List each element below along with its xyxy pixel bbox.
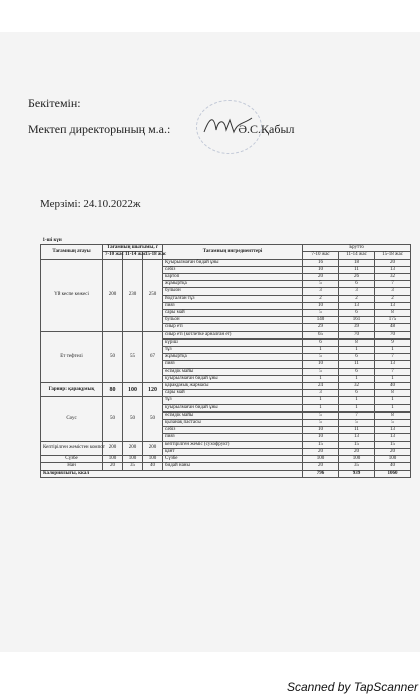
ingredient-weight: 24 xyxy=(303,383,339,390)
ingredient-weight: 6 xyxy=(339,310,375,317)
scanner-watermark: Scanned by TapScanner xyxy=(287,680,418,694)
director-name: Ә.С.Қабыл xyxy=(238,122,295,136)
ingredient-weight: 5 xyxy=(303,420,339,427)
ingredient-weight: 15 xyxy=(375,441,411,448)
dish-portion: 200 xyxy=(103,259,123,331)
ingredient-weight: 3 xyxy=(303,288,339,295)
dish-portion: 67 xyxy=(143,331,163,382)
ingredient-weight: 7 xyxy=(375,368,411,375)
ingredient-weight: 20 xyxy=(303,463,339,470)
dish-portion: 230 xyxy=(123,259,143,331)
ingredient-name: тұз xyxy=(163,347,303,354)
ingredient-row xyxy=(41,383,411,390)
ingredient-weight: 8 xyxy=(375,412,411,419)
ingredient-weight: 11 xyxy=(339,427,375,434)
ingredient-name: пияз xyxy=(163,302,303,309)
ingredient-name: күріш xyxy=(163,339,303,346)
ingredient-row xyxy=(41,456,411,463)
dish-name: Сүзбе xyxy=(41,456,103,463)
ingredient-weight: 32 xyxy=(375,274,411,281)
ingredient-weight: 5 xyxy=(303,310,339,317)
ingredient-weight: 6 xyxy=(339,281,375,288)
total-value: 1060 xyxy=(375,470,411,477)
dish-name: Соус xyxy=(41,397,103,441)
ingredient-row xyxy=(41,463,411,470)
ingredient-weight: 13 xyxy=(339,434,375,441)
ingredient-weight: 3 xyxy=(339,288,375,295)
ingredient-name: сиыр еті (котлетке арналған ет) xyxy=(163,331,303,338)
ingredient-weight: 13 xyxy=(375,302,411,309)
menu-date: Мерзімі: 24.10.2022ж xyxy=(40,198,141,210)
ingredient-weight: 1 xyxy=(375,397,411,404)
ingredient-row xyxy=(41,259,411,266)
ingredient-weight: 10 xyxy=(303,434,339,441)
ingredient-weight: 175 xyxy=(375,317,411,324)
ingredient-weight: 1 xyxy=(339,347,375,354)
dish-name: Кептірілген жемістен компот xyxy=(41,441,103,455)
day-row xyxy=(41,238,411,245)
ingredient-name: қарақұмық жармасы xyxy=(163,383,303,390)
ingredient-weight: 9 xyxy=(375,339,411,346)
ingredient-weight: 1 xyxy=(339,404,375,411)
ingredient-weight: 20 xyxy=(339,448,375,455)
dish-portion: 100 xyxy=(143,456,163,463)
ingredient-row xyxy=(41,331,411,338)
dish-portion: 50 xyxy=(103,331,123,382)
header-row xyxy=(41,245,411,252)
ingredient-name: өсімдік майы xyxy=(163,368,303,375)
ingredient-name: пияз xyxy=(163,361,303,368)
ingredient-weight: 15 xyxy=(303,441,339,448)
ingredient-weight: 18 xyxy=(339,259,375,266)
dish-portion: 200 xyxy=(123,441,143,455)
dish-portion: 250 xyxy=(143,259,163,331)
total-value: 796 xyxy=(303,470,339,477)
ingredient-weight: 1 xyxy=(375,375,411,382)
ingredient-weight: 5 xyxy=(339,420,375,427)
portion-age-header: 15-18 жас xyxy=(143,252,163,259)
weight-header: Брутто xyxy=(303,245,411,252)
dish-name: Нан xyxy=(41,463,103,470)
ingredient-weight: 5 xyxy=(303,354,339,361)
ingredient-weight: 20 xyxy=(375,259,411,266)
dish-portion: 200 xyxy=(143,441,163,455)
ingredient-weight: 100 xyxy=(303,456,339,463)
ingredient-weight: 16 xyxy=(303,259,339,266)
total-row xyxy=(41,470,411,477)
ingredient-weight: 161 xyxy=(339,317,375,324)
dish-portion: 35 xyxy=(123,463,143,470)
dish-portion: 50 xyxy=(103,397,123,441)
ingredient-weight: 1 xyxy=(375,347,411,354)
ingredient-name: картоп xyxy=(163,274,303,281)
dish-portion: 100 xyxy=(123,383,143,397)
ingredient-weight: 5 xyxy=(375,420,411,427)
ingredient-name: булыон xyxy=(163,288,303,295)
ingredient-weight: 5 xyxy=(303,412,339,419)
ingredient-weight: 2 xyxy=(375,295,411,302)
dish-portion: 120 xyxy=(143,383,163,397)
dish-portion: 50 xyxy=(143,397,163,441)
ingredient-weight: 40 xyxy=(375,383,411,390)
dish-portion: 40 xyxy=(143,463,163,470)
ingredient-weight: 70 xyxy=(339,331,375,338)
ingredient-header: Тағамның ингредиенттері xyxy=(163,245,303,259)
ingredient-name: Сүзбе xyxy=(163,456,303,463)
ingredient-name: сары май xyxy=(163,310,303,317)
ingredient-weight: 20 xyxy=(303,448,339,455)
ingredient-weight: 7 xyxy=(339,412,375,419)
ingredient-name: бульон xyxy=(163,317,303,324)
ingredient-weight: 70 xyxy=(375,331,411,338)
ingredient-weight: 10 xyxy=(303,302,339,309)
ingredient-weight: 8 xyxy=(375,310,411,317)
day-label: 1-ші күн xyxy=(41,238,411,245)
ingredient-weight: 13 xyxy=(375,266,411,273)
ingredient-weight: 20 xyxy=(303,274,339,281)
weight-age-header: 15-18 жас xyxy=(375,252,411,259)
portion-age-header: 7-10 жас xyxy=(103,252,123,259)
ingredient-name: сары май xyxy=(163,390,303,397)
ingredient-weight: 11 xyxy=(339,361,375,368)
ingredient-weight: 1 xyxy=(339,397,375,404)
signature-mark xyxy=(202,112,254,138)
ingredient-name: жұмыртқа xyxy=(163,281,303,288)
menu-table xyxy=(40,238,411,478)
dish-name: Ет тефтелі xyxy=(41,331,103,382)
ingredient-weight: 6 xyxy=(303,339,339,346)
ingredient-weight: 1 xyxy=(303,397,339,404)
ingredient-name: Қуырылмаған бидай ұны xyxy=(163,259,303,266)
ingredient-weight: 11 xyxy=(339,266,375,273)
dish-name: Үй кеспе көжесі xyxy=(41,259,103,331)
ingredient-weight: 8 xyxy=(375,390,411,397)
ingredient-weight: 15 xyxy=(339,441,375,448)
ingredient-name: кептірілген жеміс (сухофрукт) xyxy=(163,441,303,448)
ingredient-weight: 5 xyxy=(303,368,339,375)
ingredient-weight: 13 xyxy=(339,302,375,309)
ingredient-weight: 39 xyxy=(339,324,375,331)
ingredient-name: қант xyxy=(163,448,303,455)
ingredient-name: сиыр еті xyxy=(163,324,303,331)
dish-portion: 100 xyxy=(123,456,143,463)
dish-portion: 55 xyxy=(123,331,143,382)
ingredient-weight: 6 xyxy=(339,354,375,361)
ingredient-weight: 8 xyxy=(339,339,375,346)
dish-portion: 100 xyxy=(103,456,123,463)
ingredient-weight: 20 xyxy=(375,448,411,455)
ingredient-weight: 35 xyxy=(339,463,375,470)
ingredient-name: пияз xyxy=(163,434,303,441)
ingredient-weight: 1 xyxy=(375,404,411,411)
ingredient-weight: 13 xyxy=(375,434,411,441)
ingredient-weight: 1 xyxy=(303,404,339,411)
total-label: Калориялығы, ккал xyxy=(41,470,303,477)
ingredient-weight: 1 xyxy=(303,347,339,354)
ingredient-weight: 26 xyxy=(339,274,375,281)
ingredient-weight: 10 xyxy=(303,361,339,368)
portion-header: Тағамның шығымы, г xyxy=(103,245,163,252)
ingredient-weight: 1 xyxy=(339,375,375,382)
ingredient-weight: 13 xyxy=(375,361,411,368)
ingredient-name: қуырылмаған бидай ұны xyxy=(163,404,303,411)
ingredient-name: қуырылмаған бидай ұны xyxy=(163,375,303,382)
ingredient-row xyxy=(41,397,411,404)
ingredient-weight: 2 xyxy=(303,295,339,302)
ingredient-weight: 140 xyxy=(303,317,339,324)
ingredient-weight: 32 xyxy=(339,383,375,390)
dish-portion: 50 xyxy=(123,397,143,441)
weight-age-header: 11-14 жас xyxy=(339,252,375,259)
ingredient-weight: 5 xyxy=(303,281,339,288)
ingredient-weight: 100 xyxy=(339,456,375,463)
ingredient-weight: 1 xyxy=(303,375,339,382)
ingredient-name: сәбіз xyxy=(163,266,303,273)
ingredient-weight: 7 xyxy=(375,281,411,288)
ingredient-weight: 65 xyxy=(303,331,339,338)
ingredient-row xyxy=(41,441,411,448)
ingredient-weight: 10 xyxy=(303,266,339,273)
ingredient-weight: 48 xyxy=(375,324,411,331)
ingredient-weight: 6 xyxy=(339,390,375,397)
dish-portion: 80 xyxy=(103,383,123,397)
ingredient-name: қызанақ пастасы xyxy=(163,420,303,427)
ingredient-name: сәбіз xyxy=(163,427,303,434)
ingredient-weight: 40 xyxy=(375,463,411,470)
ingredient-weight: 3 xyxy=(375,288,411,295)
dish-portion: 20 xyxy=(103,463,123,470)
director-prefix: Мектеп директорының м.а.: xyxy=(28,122,171,136)
portion-age-header: 11-14 жас xyxy=(123,252,143,259)
ingredient-weight: 100 xyxy=(375,456,411,463)
ingredient-weight: 29 xyxy=(303,324,339,331)
ingredient-name: өсімдік майы xyxy=(163,412,303,419)
approve-heading: Бекітемін: xyxy=(28,96,81,110)
total-value: 939 xyxy=(339,470,375,477)
ingredient-weight: 3 xyxy=(303,390,339,397)
ingredient-weight: 6 xyxy=(339,368,375,375)
dish-header: Тағамның атауы xyxy=(41,245,103,259)
dish-portion: 200 xyxy=(103,441,123,455)
ingredient-weight: 2 xyxy=(339,295,375,302)
weight-age-header: 7-10 жас xyxy=(303,252,339,259)
ingredient-weight: 13 xyxy=(375,427,411,434)
ingredient-weight: 10 xyxy=(303,427,339,434)
ingredient-name: тұз xyxy=(163,397,303,404)
ingredient-name: йодталған тұз xyxy=(163,295,303,302)
ingredient-name: бидай наны xyxy=(163,463,303,470)
ingredient-weight: 7 xyxy=(375,354,411,361)
ingredient-name: жұмыртқа xyxy=(163,354,303,361)
dish-name: Гарнир: қарақұмық xyxy=(41,383,103,397)
